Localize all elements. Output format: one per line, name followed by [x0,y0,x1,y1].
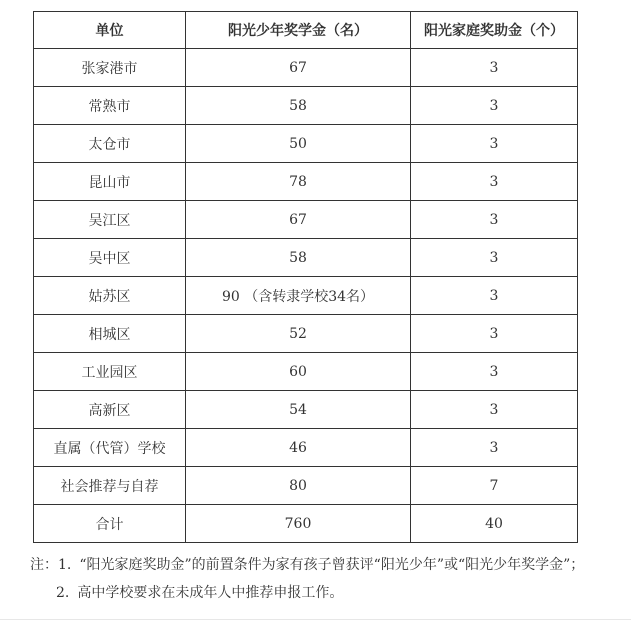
scholarship-cell: 58 [186,239,411,277]
award-allocation-table [33,11,578,543]
family-grant-cell: 3 [411,353,578,391]
footnote-number: 1. [58,557,72,573]
scholarship-cell: 67 [186,201,411,239]
table-row [34,49,578,87]
column-header-family-grant: 阳光家庭奖助金（个） [411,12,578,49]
table-row [34,163,578,201]
table-row [34,239,578,277]
unit-cell: 姑苏区 [34,277,186,315]
table-row [34,429,578,467]
column-header-scholarship: 阳光少年奖学金（名） [186,12,411,49]
unit-cell: 张家港市 [34,49,186,87]
scholarship-cell: 46 [186,429,411,467]
footnote-text: 高中学校要求在未成年人中推荐申报工作。 [77,585,344,601]
table-row [34,467,578,505]
family-grant-cell: 3 [411,125,578,163]
family-grant-cell: 3 [411,163,578,201]
scholarship-cell: 50 [186,125,411,163]
unit-cell: 太仓市 [34,125,186,163]
footnote-1 [30,551,626,579]
scholarship-cell: 90 （含转隶学校34名） [186,277,411,315]
table-row [34,353,578,391]
family-grant-cell: 3 [411,391,578,429]
family-grant-cell: 40 [411,505,578,543]
scholarship-cell: 67 [186,49,411,87]
unit-cell: 社会推荐与自荐 [34,467,186,505]
table-row [34,125,578,163]
footnote-prefix: 注： [30,557,58,573]
family-grant-cell: 3 [411,201,578,239]
unit-cell: 常熟市 [34,87,186,125]
unit-cell: 工业园区 [34,353,186,391]
unit-cell: 吴中区 [34,239,186,277]
scholarship-cell: 80 [186,467,411,505]
scholarship-cell: 54 [186,391,411,429]
table-row-total [34,505,578,543]
unit-cell: 吴江区 [34,201,186,239]
family-grant-cell: 3 [411,277,578,315]
scholarship-cell: 58 [186,87,411,125]
family-grant-cell: 3 [411,87,578,125]
scholarship-cell: 760 [186,505,411,543]
scholarship-cell: 52 [186,315,411,353]
family-grant-cell: 7 [411,467,578,505]
table-row [34,277,578,315]
family-grant-cell: 3 [411,315,578,353]
table-row [34,315,578,353]
family-grant-cell: 3 [411,49,578,87]
family-grant-cell: 3 [411,429,578,467]
footnote-number: 2. [56,585,70,601]
scholarship-cell: 78 [186,163,411,201]
unit-cell: 昆山市 [34,163,186,201]
table-header-row [34,12,578,49]
table-row [34,391,578,429]
table-row [34,87,578,125]
family-grant-cell: 3 [411,239,578,277]
unit-cell: 直属（代管）学校 [34,429,186,467]
scholarship-cell: 60 [186,353,411,391]
unit-cell: 高新区 [34,391,186,429]
unit-cell: 合计 [34,505,186,543]
table-row [34,201,578,239]
unit-cell: 相城区 [34,315,186,353]
column-header-unit: 单位 [34,12,186,49]
footnote-text: “阳光家庭奖助金”的前置条件为家有孩子曾获评“阳光少年”或“阳光少年奖学金”； [79,557,585,573]
footnotes [30,551,626,607]
footnote-2 [30,579,626,607]
